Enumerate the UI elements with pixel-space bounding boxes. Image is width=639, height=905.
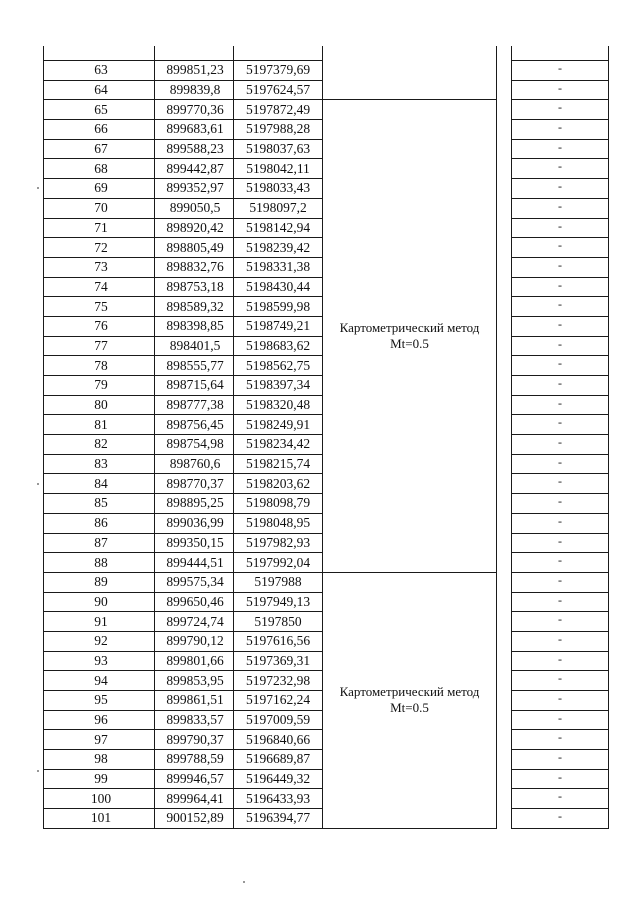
point-number-cell: 96 — [44, 710, 155, 730]
column-gap — [497, 730, 512, 750]
y-coordinate-cell: 5197369,31 — [234, 651, 323, 671]
dash-cell: - — [512, 139, 609, 159]
x-coordinate-cell: 899050,5 — [155, 198, 234, 218]
y-coordinate-cell: 5197988 — [234, 572, 323, 592]
x-coordinate-cell: 899036,99 — [155, 513, 234, 533]
column-gap — [497, 61, 512, 81]
method-accuracy: Mt=0.5 — [390, 700, 429, 716]
y-coordinate-cell: 5198215,74 — [234, 454, 323, 474]
dash-cell: - — [512, 769, 609, 789]
column-gap — [497, 651, 512, 671]
x-coordinate-cell: 899350,15 — [155, 533, 234, 553]
dash-cell: - — [512, 789, 609, 809]
x-coordinate-cell: 899770,36 — [155, 100, 234, 120]
column-gap — [497, 415, 512, 435]
dash-cell: - — [512, 710, 609, 730]
x-coordinate-cell: 900152,89 — [155, 809, 234, 829]
stub-gap — [497, 46, 512, 61]
y-coordinate-cell: 5197379,69 — [234, 61, 323, 81]
x-coordinate-cell: 899801,66 — [155, 651, 234, 671]
column-gap — [497, 691, 512, 711]
column-gap — [497, 612, 512, 632]
point-number-cell: 97 — [44, 730, 155, 750]
y-coordinate-cell: 5198033,43 — [234, 179, 323, 199]
dash-cell: - — [512, 376, 609, 396]
x-coordinate-cell: 898555,77 — [155, 356, 234, 376]
dash-cell: - — [512, 120, 609, 140]
dash-cell: - — [512, 257, 609, 277]
point-number-cell: 89 — [44, 572, 155, 592]
point-number-cell: 92 — [44, 631, 155, 651]
point-number-cell: 83 — [44, 454, 155, 474]
column-gap — [497, 120, 512, 140]
scan-speck — [243, 881, 245, 883]
coordinates-table — [43, 46, 609, 829]
point-number-cell: 87 — [44, 533, 155, 553]
y-coordinate-cell: 5198249,91 — [234, 415, 323, 435]
x-coordinate-cell: 898753,18 — [155, 277, 234, 297]
y-coordinate-cell: 5198037,63 — [234, 139, 323, 159]
column-gap — [497, 316, 512, 336]
dash-cell: - — [512, 277, 609, 297]
point-number-cell: 88 — [44, 553, 155, 573]
x-coordinate-cell: 898756,45 — [155, 415, 234, 435]
x-coordinate-cell: 899588,23 — [155, 139, 234, 159]
y-coordinate-cell: 5198042,11 — [234, 159, 323, 179]
x-coordinate-cell: 899851,23 — [155, 61, 234, 81]
dash-cell: - — [512, 395, 609, 415]
point-number-cell: 65 — [44, 100, 155, 120]
point-number-cell: 68 — [44, 159, 155, 179]
point-number-cell: 78 — [44, 356, 155, 376]
stub-cell — [44, 46, 155, 61]
coordinates-table-body — [44, 46, 609, 828]
x-coordinate-cell: 898832,76 — [155, 257, 234, 277]
x-coordinate-cell: 898777,38 — [155, 395, 234, 415]
column-gap — [497, 474, 512, 494]
y-coordinate-cell: 5198562,75 — [234, 356, 323, 376]
y-coordinate-cell: 5198203,62 — [234, 474, 323, 494]
y-coordinate-cell: 5197988,28 — [234, 120, 323, 140]
dash-cell: - — [512, 612, 609, 632]
column-gap — [497, 435, 512, 455]
x-coordinate-cell: 898770,37 — [155, 474, 234, 494]
dash-cell: - — [512, 533, 609, 553]
x-coordinate-cell: 899853,95 — [155, 671, 234, 691]
column-gap — [497, 395, 512, 415]
dash-cell: - — [512, 513, 609, 533]
column-gap — [497, 159, 512, 179]
y-coordinate-cell: 5196449,32 — [234, 769, 323, 789]
x-coordinate-cell: 899964,41 — [155, 789, 234, 809]
method-cell — [323, 100, 497, 573]
column-gap — [497, 218, 512, 238]
y-coordinate-cell: 5196433,93 — [234, 789, 323, 809]
column-gap — [497, 809, 512, 829]
column-gap — [497, 297, 512, 317]
y-coordinate-cell: 5198599,98 — [234, 297, 323, 317]
table-row — [44, 61, 609, 81]
y-coordinate-cell: 5198239,42 — [234, 238, 323, 258]
column-gap — [497, 356, 512, 376]
column-gap — [497, 257, 512, 277]
x-coordinate-cell: 898895,25 — [155, 494, 234, 514]
column-gap — [497, 671, 512, 691]
column-gap — [497, 710, 512, 730]
method-empty-cell — [323, 80, 497, 100]
x-coordinate-cell: 899650,46 — [155, 592, 234, 612]
x-coordinate-cell: 898589,32 — [155, 297, 234, 317]
column-gap — [497, 572, 512, 592]
stub-cell — [323, 46, 497, 61]
stub-cell — [234, 46, 323, 61]
point-number-cell: 82 — [44, 435, 155, 455]
column-gap — [497, 513, 512, 533]
point-number-cell: 73 — [44, 257, 155, 277]
column-gap — [497, 100, 512, 120]
dash-cell: - — [512, 100, 609, 120]
column-gap — [497, 631, 512, 651]
dash-cell: - — [512, 474, 609, 494]
dash-cell: - — [512, 415, 609, 435]
table-row — [44, 100, 609, 120]
dash-cell: - — [512, 651, 609, 671]
x-coordinate-cell: 898805,49 — [155, 238, 234, 258]
x-coordinate-cell: 899444,51 — [155, 553, 234, 573]
column-gap — [497, 238, 512, 258]
table-row — [44, 80, 609, 100]
dash-cell: - — [512, 494, 609, 514]
method-accuracy: Mt=0.5 — [390, 336, 429, 352]
dash-cell: - — [512, 316, 609, 336]
dash-cell: - — [512, 730, 609, 750]
stub-cell — [155, 46, 234, 61]
point-number-cell: 76 — [44, 316, 155, 336]
y-coordinate-cell: 5197624,57 — [234, 80, 323, 100]
x-coordinate-cell: 899790,12 — [155, 631, 234, 651]
table-top-stub — [44, 46, 609, 61]
dash-cell: - — [512, 179, 609, 199]
y-coordinate-cell: 5198098,79 — [234, 494, 323, 514]
column-gap — [497, 494, 512, 514]
y-coordinate-cell: 5198048,95 — [234, 513, 323, 533]
scan-speck — [37, 483, 39, 485]
y-coordinate-cell: 5198331,38 — [234, 257, 323, 277]
x-coordinate-cell: 899352,97 — [155, 179, 234, 199]
y-coordinate-cell: 5198097,2 — [234, 198, 323, 218]
y-coordinate-cell: 5196689,87 — [234, 750, 323, 770]
dash-cell: - — [512, 671, 609, 691]
column-gap — [497, 179, 512, 199]
dash-cell: - — [512, 809, 609, 829]
y-coordinate-cell: 5198320,48 — [234, 395, 323, 415]
y-coordinate-cell: 5197232,98 — [234, 671, 323, 691]
x-coordinate-cell: 899788,59 — [155, 750, 234, 770]
y-coordinate-cell: 5196394,77 — [234, 809, 323, 829]
point-number-cell: 70 — [44, 198, 155, 218]
dash-cell: - — [512, 238, 609, 258]
dash-cell: - — [512, 198, 609, 218]
y-coordinate-cell: 5197992,04 — [234, 553, 323, 573]
y-coordinate-cell: 5197616,56 — [234, 631, 323, 651]
point-number-cell: 84 — [44, 474, 155, 494]
y-coordinate-cell: 5197982,93 — [234, 533, 323, 553]
dash-cell: - — [512, 80, 609, 100]
method-cell — [323, 572, 497, 828]
y-coordinate-cell: 5197949,13 — [234, 592, 323, 612]
y-coordinate-cell: 5197009,59 — [234, 710, 323, 730]
column-gap — [497, 454, 512, 474]
scan-speck — [37, 770, 39, 772]
column-gap — [497, 533, 512, 553]
point-number-cell: 64 — [44, 80, 155, 100]
dash-cell: - — [512, 159, 609, 179]
dash-cell: - — [512, 218, 609, 238]
dash-cell: - — [512, 336, 609, 356]
point-number-cell: 95 — [44, 691, 155, 711]
point-number-cell: 93 — [44, 651, 155, 671]
method-empty-cell — [323, 61, 497, 81]
point-number-cell: 80 — [44, 395, 155, 415]
x-coordinate-cell: 899861,51 — [155, 691, 234, 711]
dash-cell: - — [512, 631, 609, 651]
y-coordinate-cell: 5197162,24 — [234, 691, 323, 711]
point-number-cell: 90 — [44, 592, 155, 612]
column-gap — [497, 139, 512, 159]
column-gap — [497, 592, 512, 612]
point-number-cell: 85 — [44, 494, 155, 514]
table-row — [44, 572, 609, 592]
y-coordinate-cell: 5198430,44 — [234, 277, 323, 297]
x-coordinate-cell: 899724,74 — [155, 612, 234, 632]
dash-cell: - — [512, 297, 609, 317]
point-number-cell: 101 — [44, 809, 155, 829]
y-coordinate-cell: 5198142,94 — [234, 218, 323, 238]
x-coordinate-cell: 899839,8 — [155, 80, 234, 100]
dash-cell: - — [512, 572, 609, 592]
x-coordinate-cell: 899946,57 — [155, 769, 234, 789]
y-coordinate-cell: 5198749,21 — [234, 316, 323, 336]
dash-cell: - — [512, 592, 609, 612]
x-coordinate-cell: 899683,61 — [155, 120, 234, 140]
x-coordinate-cell: 899575,34 — [155, 572, 234, 592]
stub-cell — [512, 46, 609, 61]
dash-cell: - — [512, 356, 609, 376]
method-name: Картометрический метод — [339, 320, 480, 336]
dash-cell: - — [512, 553, 609, 573]
y-coordinate-cell: 5197872,49 — [234, 100, 323, 120]
point-number-cell: 74 — [44, 277, 155, 297]
point-number-cell: 71 — [44, 218, 155, 238]
y-coordinate-cell: 5198683,62 — [234, 336, 323, 356]
point-number-cell: 81 — [44, 415, 155, 435]
column-gap — [497, 769, 512, 789]
dash-cell: - — [512, 435, 609, 455]
point-number-cell: 66 — [44, 120, 155, 140]
x-coordinate-cell: 898760,6 — [155, 454, 234, 474]
point-number-cell: 99 — [44, 769, 155, 789]
column-gap — [497, 553, 512, 573]
y-coordinate-cell: 5198397,34 — [234, 376, 323, 396]
point-number-cell: 91 — [44, 612, 155, 632]
x-coordinate-cell: 898920,42 — [155, 218, 234, 238]
point-number-cell: 100 — [44, 789, 155, 809]
column-gap — [497, 80, 512, 100]
dash-cell: - — [512, 61, 609, 81]
column-gap — [497, 789, 512, 809]
x-coordinate-cell: 899833,57 — [155, 710, 234, 730]
column-gap — [497, 277, 512, 297]
y-coordinate-cell: 5198234,42 — [234, 435, 323, 455]
scan-speck — [37, 187, 39, 189]
y-coordinate-cell: 5197850 — [234, 612, 323, 632]
x-coordinate-cell: 898754,98 — [155, 435, 234, 455]
x-coordinate-cell: 899442,87 — [155, 159, 234, 179]
column-gap — [497, 750, 512, 770]
point-number-cell: 79 — [44, 376, 155, 396]
point-number-cell: 75 — [44, 297, 155, 317]
point-number-cell: 77 — [44, 336, 155, 356]
point-number-cell: 72 — [44, 238, 155, 258]
point-number-cell: 94 — [44, 671, 155, 691]
point-number-cell: 98 — [44, 750, 155, 770]
point-number-cell: 86 — [44, 513, 155, 533]
column-gap — [497, 198, 512, 218]
dash-cell: - — [512, 691, 609, 711]
x-coordinate-cell: 898398,85 — [155, 316, 234, 336]
point-number-cell: 63 — [44, 61, 155, 81]
dash-cell: - — [512, 454, 609, 474]
x-coordinate-cell: 898401,5 — [155, 336, 234, 356]
dash-cell: - — [512, 750, 609, 770]
column-gap — [497, 336, 512, 356]
point-number-cell: 69 — [44, 179, 155, 199]
x-coordinate-cell: 899790,37 — [155, 730, 234, 750]
x-coordinate-cell: 898715,64 — [155, 376, 234, 396]
point-number-cell: 67 — [44, 139, 155, 159]
method-name: Картометрический метод — [339, 684, 480, 700]
y-coordinate-cell: 5196840,66 — [234, 730, 323, 750]
column-gap — [497, 376, 512, 396]
